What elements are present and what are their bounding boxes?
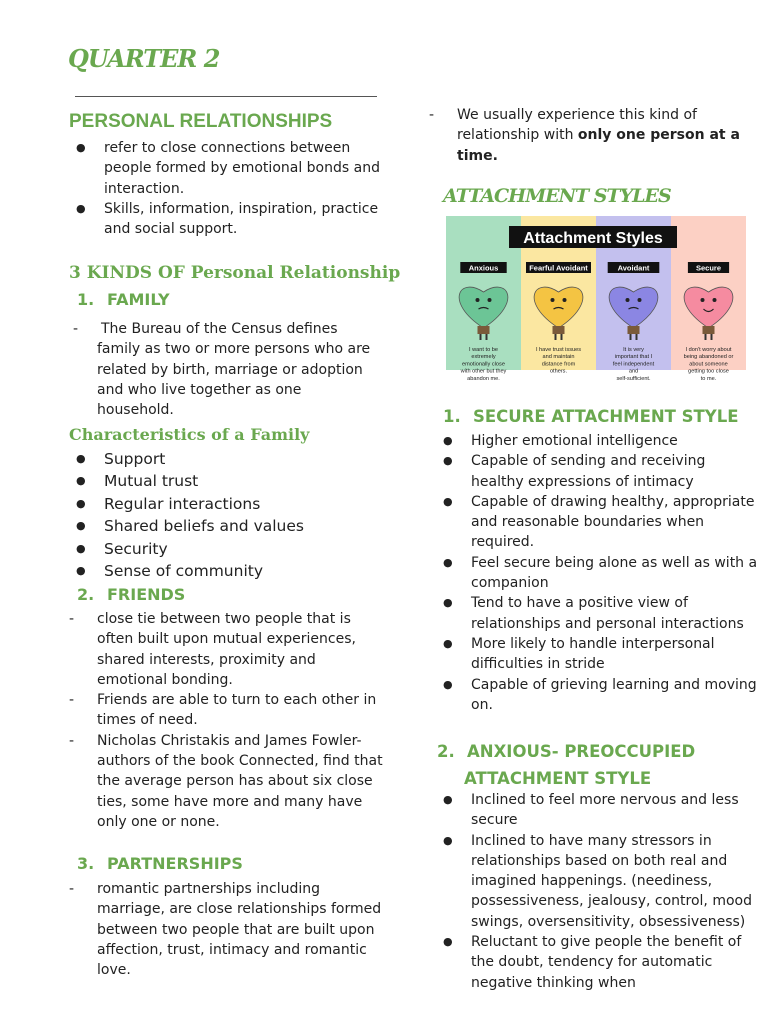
list-item: ● Capable of grieving learning and moving on. [437, 675, 759, 716]
eye-icon [488, 298, 492, 302]
eye-icon [626, 298, 630, 302]
column-description: being abandoned or [683, 354, 734, 361]
list-item: - romantic partnerships including marriage, are close relationships formed between two people that are built upon affection, trust, intimacy and romantic love. [69, 879, 385, 980]
list-item: ● Support [70, 448, 380, 470]
legs-icon [553, 326, 565, 334]
column-description: and [628, 368, 639, 375]
legs-icon [478, 326, 490, 334]
column-label: Fearful Avoidant [529, 263, 588, 273]
list-item: ● More likely to handle interpersonal difficulties in stride [437, 634, 759, 675]
list-item: ● Tend to have a positive view of relationships and personal interactions [437, 593, 759, 634]
anxious-label-line2: ATTACHMENT STYLE [464, 769, 652, 788]
column-description: I have trust issues [535, 347, 582, 353]
personal-relationships-heading: PERSONAL RELATIONSHIPS [69, 111, 333, 132]
column-description: extremely [471, 354, 496, 361]
legs-icon [703, 326, 715, 334]
list-item: ● Skills, information, inspiration, practice and social support. [70, 199, 380, 240]
family-text-list [69, 319, 379, 420]
column-description: I want to be [469, 347, 498, 353]
column-description: emotionally close [462, 361, 505, 368]
infographic-title: Attachment Styles [523, 230, 663, 247]
anxious-number: 2. [437, 742, 455, 761]
title-divider [75, 96, 377, 97]
family-number: 1. [77, 290, 95, 309]
characteristics-list [70, 448, 380, 582]
partnerships-list [69, 879, 385, 980]
attachment-styles-heading: ATTACHMENT STYLES [443, 185, 671, 207]
friends-list [69, 609, 385, 832]
column-label: Avoidant [617, 263, 650, 273]
column-description: others. [549, 368, 568, 375]
column-description: abandon me. [467, 375, 500, 382]
eye-icon [563, 298, 567, 302]
column-description: important that I [614, 354, 653, 361]
intro-text: We usually experience this kind of relationship with [457, 107, 697, 144]
list-item [429, 105, 759, 166]
legs-icon [628, 326, 640, 334]
list-item: ● Feel secure being alone as well as with a companion [437, 553, 759, 594]
list-item: ● Inclined to have many stressors in relationships based on both real and imagined happenings. (neediness, possessiveness, jealousy, control, mood swings, oversensitivity, obsessiveness) [437, 831, 759, 932]
personal-bullets [70, 138, 380, 239]
secure-number: 1. [443, 407, 461, 426]
eye-icon [476, 298, 480, 302]
family-heading [77, 290, 170, 309]
partnerships-heading [77, 854, 243, 873]
family-label: FAMILY [107, 290, 170, 309]
list-item: - Friends are able to turn to each other in times of need. [69, 690, 385, 731]
intro-bold: only one person at a time. [457, 127, 740, 164]
anxious-heading [437, 738, 695, 792]
list-item: ● Reluctant to give people the benefit of the doubt, tendency for automatic negative thinking when [437, 932, 759, 993]
eye-icon [638, 298, 642, 302]
column-description: distance from [541, 361, 576, 368]
column-description: about someone [689, 361, 728, 368]
list-item: ● Regular interactions [70, 493, 380, 515]
list-item: - Nicholas Christakis and James Fowler- authors of the book Connected, find that the average person has about six close ties, some have more and many have only one or none. [69, 731, 385, 832]
partnerships-number: 3. [77, 854, 95, 873]
friends-number: 2. [77, 585, 95, 604]
column-description: feel independent [612, 361, 655, 368]
quarter-title: QUARTER 2 [68, 44, 220, 73]
secure-label: SECURE ATTACHMENT STYLE [473, 407, 739, 426]
anxious-list [437, 790, 759, 993]
column-description: to me. [700, 375, 717, 382]
eye-icon [551, 298, 555, 302]
column-description: I don't worry about [685, 347, 732, 353]
anxious-label-line1: ANXIOUS- PREOCCUPIED [467, 742, 696, 761]
list-item: - The Bureau of the Census defines family as two or more persons who are related by birth, marriage or adoption and who live together as one household. [69, 319, 379, 420]
column-label: Secure [695, 263, 722, 273]
list-item: - close tie between two people that is often built upon mutual experiences, shared interests, proximity and emotional bonding. [69, 609, 385, 690]
list-item: ● Shared beliefs and values [70, 515, 380, 537]
attachment-styles-infographic [446, 216, 746, 382]
friends-heading [77, 585, 185, 604]
column-description: self-sufficient. [616, 375, 651, 382]
list-item: ● Mutual trust [70, 470, 380, 492]
column-description: getting too close [688, 368, 729, 375]
secure-list [437, 431, 759, 715]
secure-heading [443, 407, 739, 426]
list-item: ● Higher emotional intelligence [437, 431, 759, 451]
kinds-heading: 3 KINDS OF Personal Relationship [69, 263, 401, 283]
column-label: Anxious [468, 263, 499, 273]
list-item: ● Capable of drawing healthy, appropriate and reasonable boundaries when required. [437, 492, 759, 553]
list-item: ● Security [70, 538, 380, 560]
list-item: ● Capable of sending and receiving healthy expressions of intimacy [437, 451, 759, 492]
list-item: ● Sense of community [70, 560, 380, 582]
friends-label: FRIENDS [107, 585, 186, 604]
column-description: with other but they [460, 368, 507, 375]
eye-icon [701, 298, 705, 302]
right-intro [429, 105, 759, 166]
eye-icon [713, 298, 717, 302]
column-description: and maintain [542, 354, 575, 361]
list-item: ● Inclined to feel more nervous and less secure [437, 790, 759, 831]
column-description: It is very [623, 347, 644, 353]
characteristics-heading: Characteristics of a Family [69, 425, 310, 444]
partnerships-label: PARTNERSHIPS [107, 854, 243, 873]
list-item: ● refer to close connections between people formed by emotional bonds and interaction. [70, 138, 380, 199]
